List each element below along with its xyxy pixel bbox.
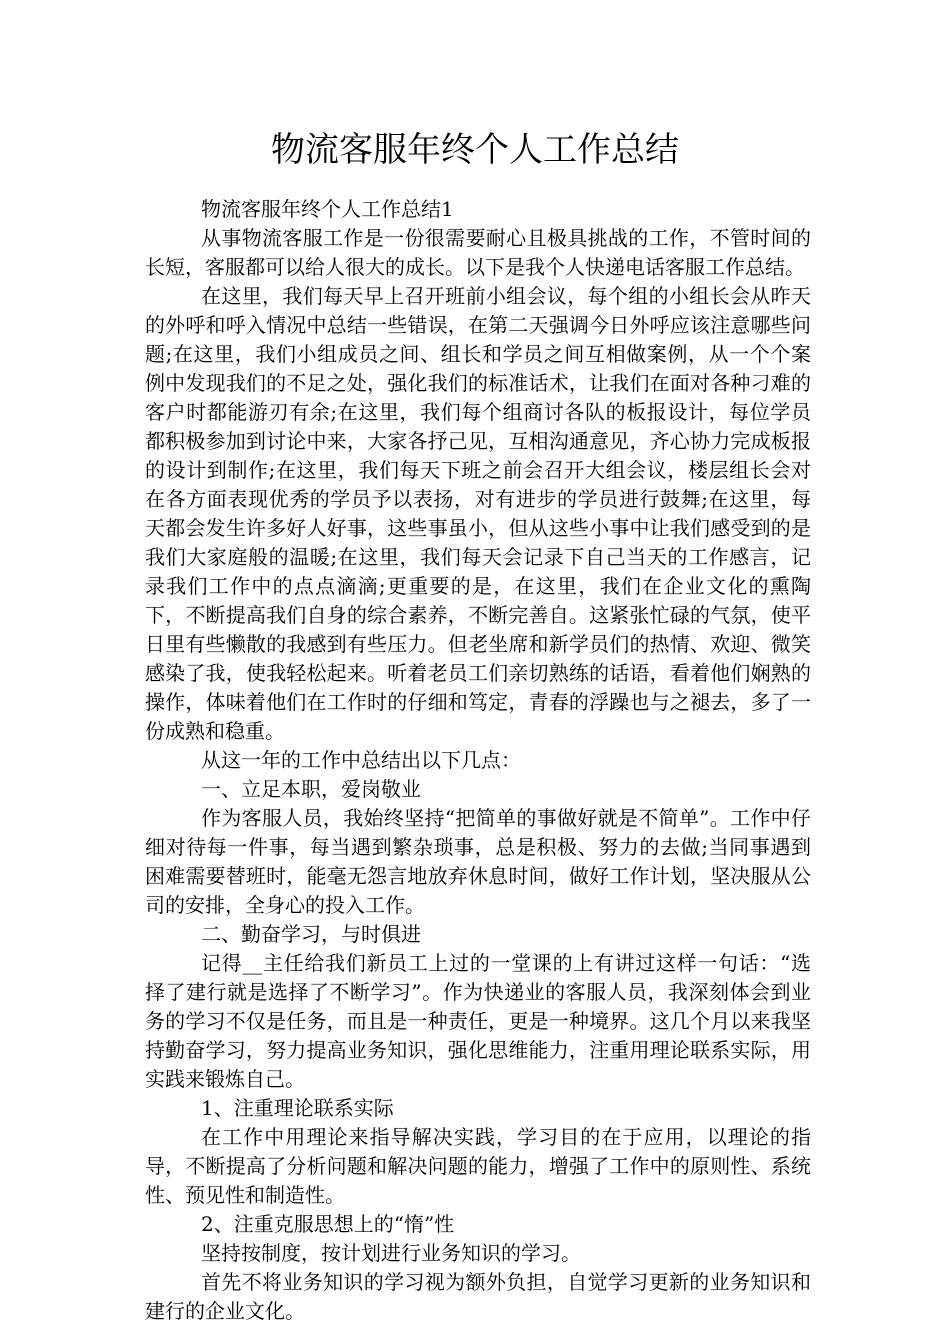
- paragraph-subsection-2b: 首先不将业务知识的学习视为额外负担，自觉学习更新的业务知识和建行的企业文化。: [145, 1270, 811, 1323]
- document-title: 物流客服年终个人工作总结: [271, 130, 679, 170]
- paragraph-daily-work: 在这里，我们每天早上召开班前小组会议，每个组的小组长会从昨天的外呼和呼入情况中总结一些错误，在第二天强调今日外呼应该注意哪些问题;在这里，我们小组成员之间、组长和学员之间互相做案例，从一个个案例中发现我们的不足之处，强化我们的标准话术，让我们在面对各种刁难的客户时都能游刃有余;在这里，我们每个组商讨各队的板报设计，每位学员都积极参加到讨论中来，大家各抒己见，互相沟通意见，齐心协力完成板报的设计到制作;在这里，我们每天下班之前会召开大组会议，楼层组长会对在各方面表现优秀的学员予以表扬，对有进步的学员进行鼓舞;在这里，每天都会发生许多好人好事，这些事虽小，但从这些小事中让我们感受到的是我们大家庭般的温暖;在这里，我们每天会记录下自己当天的工作感言，记录我们工作中的点点滴滴;更重要的是，在这里，我们在企业文化的熏陶下，不断提高我们自身的综合素养，不断完善自。这紧张忙碌的气氛，使平日里有些懒散的我感到有些压力。但老坐席和新学员们的热情、欢迎、微笑感染了我，使我轻松起来。听着老员工们亲切熟练的话语，看着他们娴熟的操作，体味着他们在工作时的仔细和笃定，青春的浮躁也与之褪去，多了一份成熟和稳重。: [145, 284, 811, 743]
- paragraph-subtitle: 物流客服年终个人工作总结1: [201, 197, 454, 221]
- paragraph-subsection-1: 在工作中用理论来指导解决实践，学习目的在于应用，以理论的指导，不断提高了分析问题和解决问题的能力，增强了工作中的原则性、系统性、预见性和制造性。: [145, 1125, 811, 1207]
- heading-section-2: 二、勤奋学习，与时俱进: [201, 922, 421, 946]
- heading-subsection-1: 1、注重理论联系实际: [201, 1096, 394, 1120]
- paragraph-summary-lead: 从这一年的工作中总结出以下几点：: [201, 748, 521, 772]
- heading-subsection-2: 2、注重克服思想上的“惰”性: [201, 1212, 455, 1236]
- heading-section-1: 一、立足本职，爱岗敬业: [201, 777, 421, 801]
- paragraph-subsection-2a: 坚持按制度，按计划进行业务知识的学习。: [201, 1241, 581, 1265]
- document-body: [145, 195, 811, 1326]
- paragraph-section-2: 记得__主任给我们新员工上过的一堂课的上有讲过这样一句话：“选择了建行就是选择了不断学习”。作为快递业的客服人员，我深刻体会到业务的学习不仅是任务，而且是一种责任，更是一种境界。这几个月以来我坚持勤奋学习，努力提高业务知识，强化思维能力，注重用理论联系实际，用实践来锻炼自己。: [145, 951, 811, 1091]
- paragraph-intro: 从事物流客服工作是一份很需要耐心且极具挑战的工作，不管时间的长短，客服都可以给人很大的成长。以下是我个人快递电话客服工作总结。: [145, 226, 811, 279]
- paragraph-section-1: 作为客服人员，我始终坚持“把简单的事做好就是不简单”。工作中仔细对待每一件事，每当遇到繁杂琐事，总是积极、努力的去做;当同事遇到困难需要替班时，能毫无怨言地放弃休息时间，做好工作计划，坚决服从公司的安排，全身心的投入工作。: [145, 806, 811, 917]
